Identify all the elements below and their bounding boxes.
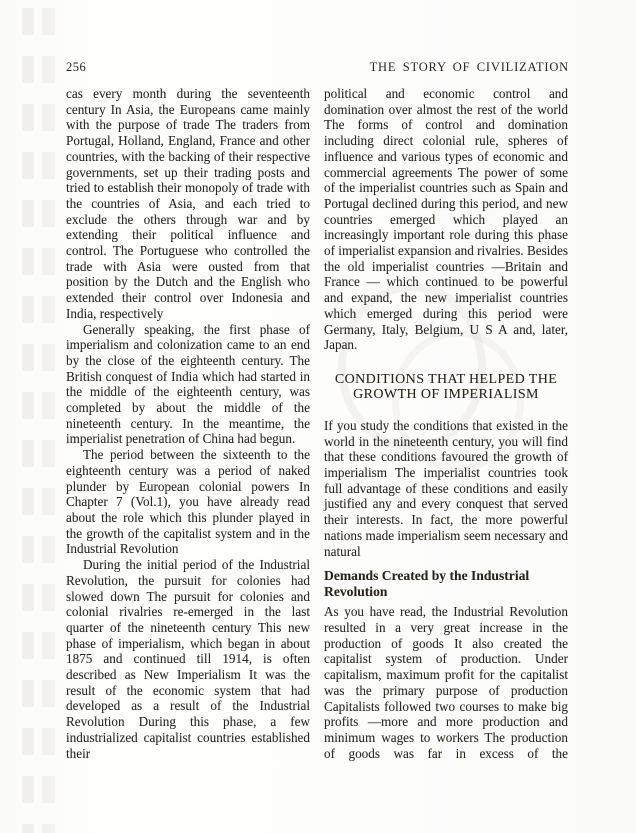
subsection-heading	[324, 568, 568, 600]
running-header-title: THE STORY OF CIVILIZATION	[369, 60, 569, 74]
paragraph: cas every month during the seventeenth century In Asia, the Europeans came mainly with the purpose of trade The traders from Portugal, Holland, England, France and other countries, with the backing of their respective governments, set up their trading posts and tried to establish their monopoly of trade with the countries of Asia, and each tried to exclude the others through war and by extending their political influence and control. The Portuguese who controlled the trade with Asia were ousted from that position by the Dutch and the English who extended their control over Indonesia and India, respectively	[66, 86, 310, 321]
paragraph: The period between the sixteenth to the eighteenth century was a period of naked plunder by European colonial powers In Chapter 7 (Vol.1), you have already read about the role which this plunder played in the growth of the capitalist system and in the Industrial Revolution	[66, 447, 310, 557]
paragraph: If you study the conditions that existed in the world in the nineteenth century, you will find that these conditions favoured the growth of imperialism The imperialist countries took full advantage of these conditions and easily justified any and every conquest that served their interests. In fact, the more powerful nations made imperialism seem necessary and natural	[324, 417, 568, 559]
film-strip-marks-echo	[42, 8, 55, 833]
subsection-heading-line: Revolution	[324, 584, 388, 600]
page-number: 256	[66, 60, 87, 74]
paragraph: political and economic control and domination over almost the rest of the world The forms of control and domination including direct colonial rule, spheres of influence and various types of economic and commercial agreements The power of some of the imperialist countries such as Spain and Portugal declined during this period, and new countries emerged which played an increasingly important role during this phase of imperialist expansion and rivalries. Besides the old imperialist countries —Britain and France — which continued to be powerful and expand, the new imperialist countries which emerged during this period were Germany, Italy, Belgium, U S A and, later, Japan.	[324, 86, 568, 353]
left-text-column	[66, 86, 310, 761]
paragraph: As you have read, the Industrial Revolution resulted in a very great increase in the production of goods It also created the capitalist system of production. Under capitalism, maximum profit for the capitalist was the primary purpose of production Capitalists followed two courses to make big profits —more and more production and minimum wages to workers The production of goods was far in excess of the	[324, 604, 568, 761]
section-heading	[324, 372, 568, 403]
two-column-text-body	[66, 86, 568, 761]
paragraph: Generally speaking, the first phase of imperialism and colonization came to an end by the close of the eighteenth century. The British conquest of India which had started in the middle of the eighteenth century, was completed by about the middle of the nineteenth century. In the meantime, the imperialist penetration of China had begun.	[66, 321, 310, 447]
paragraph: During the initial period of the Industrial Revolution, the pursuit for colonies had slowed down The pursuit for colonies and colonial rivalries re-emerged in the last quarter of the nineteenth century This new phase of imperialism, which began in about 1875 and continued till 1914, is often described as New Imperialism It was the result of the economic system that had developed as a result of the Industrial Revolution During this phase, a few industrialized capitalist countries established their	[66, 557, 310, 761]
section-heading-line: GROWTH OF IMPERIALISM	[353, 387, 539, 403]
right-text-column	[324, 86, 568, 761]
page-header	[66, 60, 569, 74]
section-heading-line: CONDITIONS THAT HELPED THE	[334, 371, 558, 387]
subsection-heading-line: Demands Created by the Industrial	[324, 568, 530, 584]
film-strip-marks	[22, 8, 34, 833]
